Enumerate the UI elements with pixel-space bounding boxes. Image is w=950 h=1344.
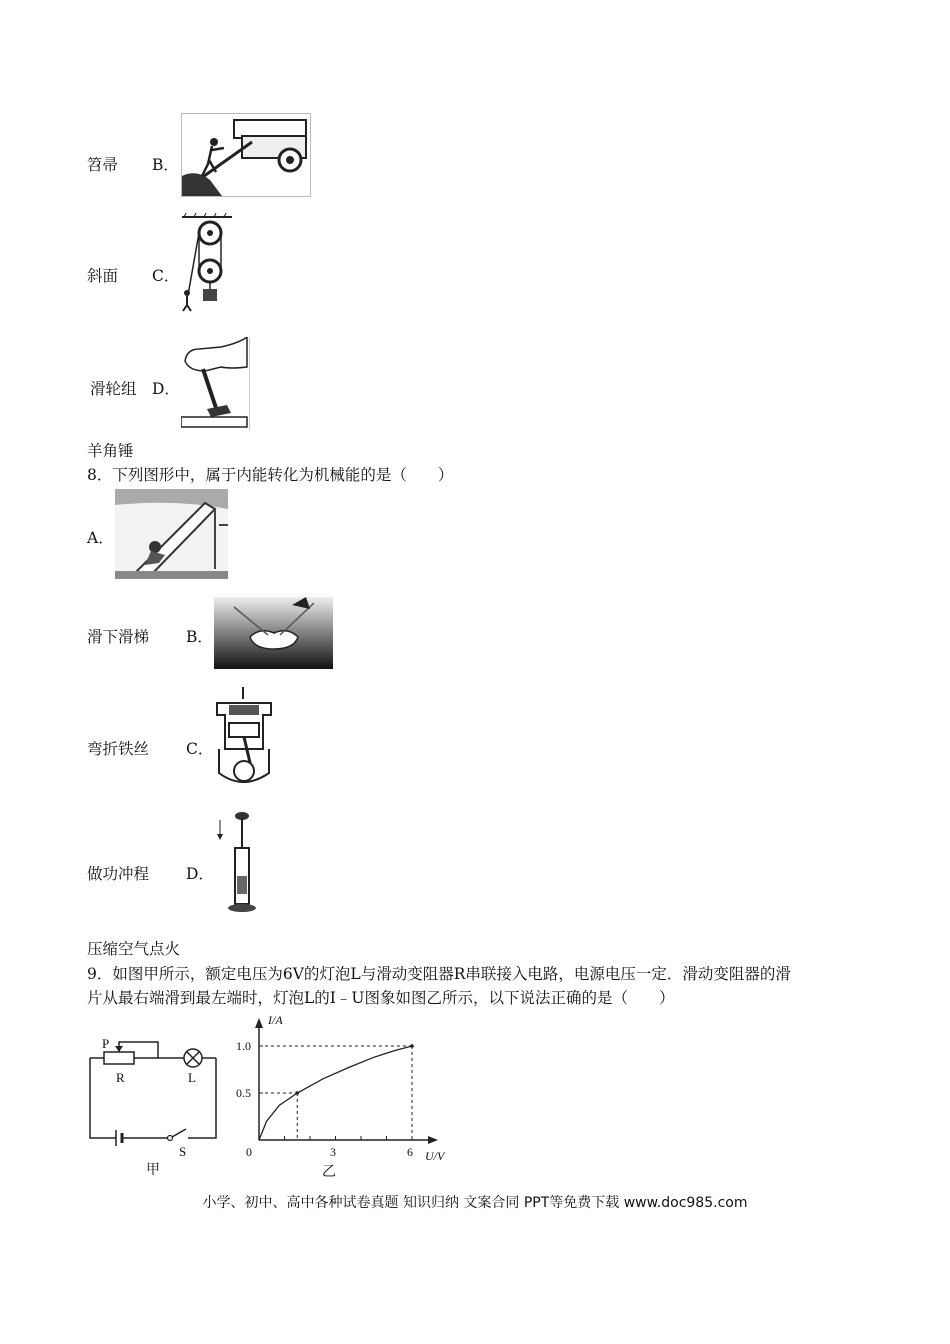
- option-c-letter: C．: [152, 267, 180, 285]
- option-b-caption: 笤帚: [87, 156, 119, 174]
- ytick-label-1: 1.0: [236, 1039, 251, 1053]
- q9-stem-line2: 片从最右端滑到最左端时，灯泡L的I﹣U图象如图乙所示，以下说法正确的是（ ）: [87, 989, 675, 1007]
- truck-ramp-image: [181, 113, 311, 197]
- q8-option-b-letter: B．: [186, 628, 213, 646]
- origin-label: 0: [246, 1145, 252, 1159]
- claw-hammer-image: [181, 337, 250, 431]
- slide-image: [115, 489, 228, 579]
- q8-option-b-caption: 滑下滑梯: [87, 628, 150, 646]
- y-axis-label: I/A: [268, 1013, 283, 1027]
- option-c-caption: 斜面: [87, 267, 119, 285]
- q8-option-c-letter: C．: [186, 740, 214, 758]
- power-stroke-engine-image: [213, 687, 275, 789]
- iu-curve: [259, 1046, 412, 1140]
- label-l: L: [188, 1070, 196, 1085]
- option-b-letter: B．: [152, 156, 179, 174]
- option-d-caption: 滑轮组: [90, 380, 137, 398]
- q8-option-d-caption: 做功冲程: [87, 865, 150, 883]
- circuit-diagram: [86, 1022, 234, 1178]
- option-d-trailing-caption: 羊角锤: [87, 442, 134, 460]
- bending-wire-image: [214, 597, 333, 669]
- option-d-letter: D．: [152, 380, 180, 398]
- q8-option-d-letter: D．: [186, 865, 214, 883]
- x-axis-label: U/V: [425, 1149, 445, 1163]
- q8-stem: 8．下列图形中，属于内能转化为机械能的是（ ）: [87, 466, 454, 484]
- q8-option-a-letter: A．: [87, 529, 114, 547]
- xtick-label-6: 6: [407, 1145, 413, 1159]
- label-p: P: [102, 1036, 110, 1051]
- ytick-label-05: 0.5: [236, 1086, 251, 1100]
- q8-option-c-caption: 弯折铁丝: [87, 740, 150, 758]
- air-compression-ignition-image: [216, 810, 260, 916]
- circuit-caption: 甲: [146, 1163, 160, 1178]
- q9-stem-line1: 9．如图甲所示，额定电压为6V的灯泡L与滑动变阻器R串联接入电路，电源电压一定．滑动变阻器的滑: [87, 965, 791, 983]
- y-axis-arrow: [255, 1018, 263, 1028]
- label-r: R: [116, 1070, 125, 1085]
- graph-caption: 乙: [322, 1165, 336, 1180]
- page-footer: 小学、初中、高中各种试卷真题 知识归纳 文案合同 PPT等免费下载 www.doc985.com: [202, 1195, 748, 1211]
- pulley-system-image: [178, 213, 234, 313]
- x-axis-arrow: [428, 1136, 438, 1144]
- q8-option-d-trailing-caption: 压缩空气点火: [87, 940, 181, 958]
- label-s: S: [179, 1144, 187, 1159]
- xtick-label-3: 3: [330, 1145, 336, 1159]
- iu-graph: [232, 1012, 457, 1184]
